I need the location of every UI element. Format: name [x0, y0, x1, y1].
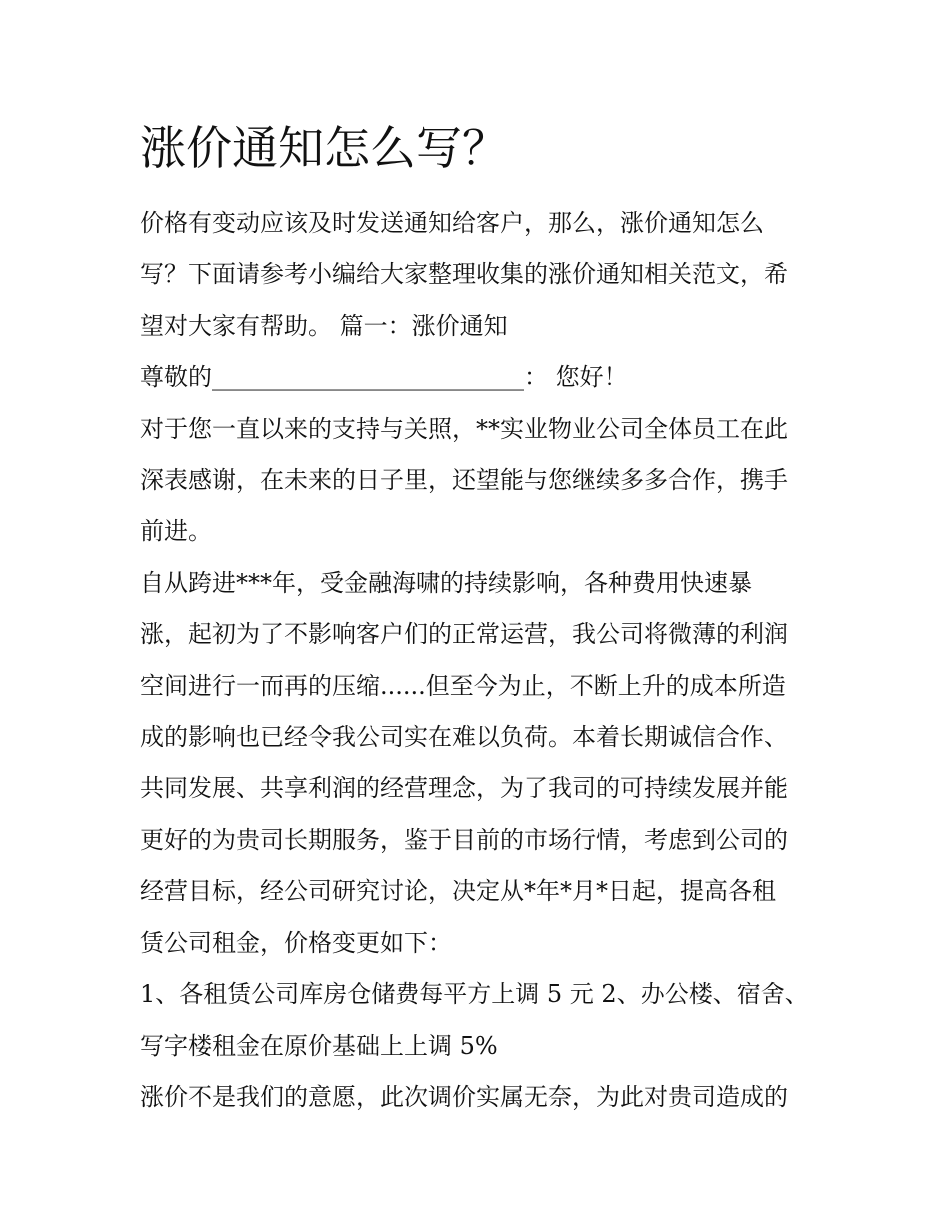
salutation-line: 尊敬的__________________________： 您好！	[140, 363, 628, 392]
body-line: 价格有变动应该及时发送通知给客户，那么，涨价通知怎么	[140, 209, 764, 237]
body-line: 经营目标，经公司研究讨论，决定从*年*月*日起，提高各租	[140, 877, 776, 906]
body-line: 赁公司租金，价格变更如下：	[140, 928, 452, 957]
body-line: 写？下面请参考小编给大家整理收集的涨价通知相关范文，希	[140, 260, 788, 289]
body-line: 前进。	[140, 517, 212, 546]
list-item-line: 1、各租赁公司库房仓储费每平方上调 5 元 2、办公楼、宿舍、	[140, 980, 809, 1009]
document-body	[140, 198, 820, 1123]
body-line: 更好的为贵司长期服务，鉴于目前的市场行情，考虑到公司的	[140, 825, 788, 854]
body-line: 空间进行一而再的压缩......但至今为止，不断上升的成本所造	[140, 671, 786, 700]
body-line: 对于您一直以来的支持与关照，**实业物业公司全体员工在此	[140, 414, 788, 443]
body-line: 成的影响也已经令我公司实在难以负荷。本着长期诚信合作、	[140, 723, 788, 752]
body-line: 深表感谢，在未来的日子里，还望能与您继续多多合作，携手	[140, 466, 788, 495]
body-line: 涨，起初为了不影响客户们的正常运营，我公司将微薄的利润	[140, 620, 788, 649]
document-title: 涨价通知怎么写？	[140, 121, 508, 175]
body-line: 望对大家有帮助。 篇一：涨价通知	[140, 311, 508, 340]
body-line: 自从跨进***年，受金融海啸的持续影响，各种费用快速暴	[140, 568, 752, 597]
list-item-line: 写字楼租金在原价基础上上调 5%	[140, 1031, 498, 1060]
body-line: 涨价不是我们的意愿，此次调价实属无奈，为此对贵司造成的	[140, 1082, 788, 1111]
body-line: 共同发展、共享利润的经营理念，为了我司的可持续发展并能	[140, 774, 788, 803]
